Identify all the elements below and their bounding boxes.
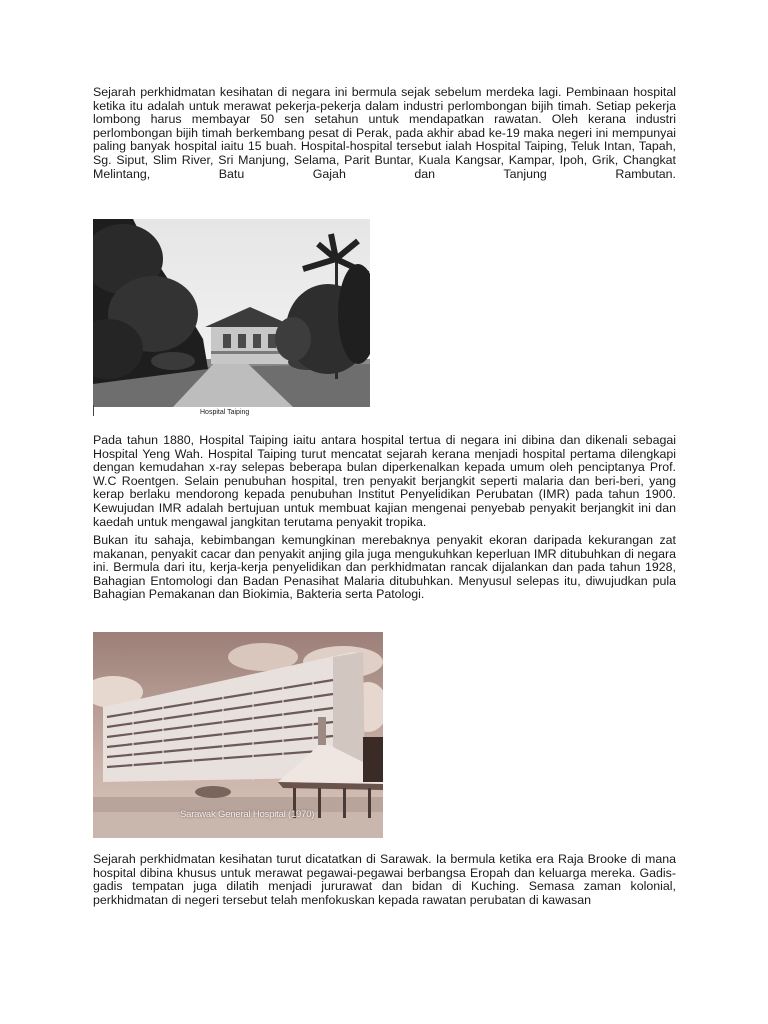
sarawak-paragraph: Sejarah perkhidmatan kesihatan turut dicatatkan di Sarawak. Ia bermula ketika era Raja Brooke di mana hospital dibina khusus untuk merawat pegawai-pegawai berbangsa Eropah dan keluarga mereka. Gadis-gadis tempatan juga dilatih menjadi jururawat dan bidan di Kuching. Semasa zaman kolonial, perkhidmatan di negeri tersebut telah menfokuskan kepada rawatan perubatan di kawasan xyxy=(93,852,676,907)
imr-paragraph: Bukan itu sahaja, kebimbangan kemungkinan merebaknya penyakit ekoran daripada kekurangan zat makanan, penyakit cacar dan penyakit anjing gila juga mengukuhkan keperluan IMR ditubuhkan di negara ini. Bermula dari itu, kerja-kerja penyelidikan dan perkhidmatan rancak dijalankan dan pada tahun 1928, Bahagian Entomologi dan Badan Penasihat Malaria ditubuhkan. Menyusul selepas itu, diwujudkan pula Bahagian Pemakanan dan Biokimia, Bakteria serta Patologi. xyxy=(93,533,676,602)
sarawak-general-hospital-caption: Sarawak General Hospital (1970) xyxy=(180,809,315,820)
taiping-paragraph: Pada tahun 1880, Hospital Taiping iaitu antara hospital tertua di negara ini dibina dan dikenali sebagai Hospital Yeng Wah. Hospital Taiping turut mencatat sejarah kerana menjadi hospital pertama dilengkapi dengan kemudahan x-ray selepas beberapa bulan diperkenalkan kepada umum oleh penciptanya Prof. W.C Roentgen. Selain penubuhan hospital, tren penyakit berjangkit seperti malaria dan beri-beri, yang kerap berlaku mendorong kepada penubuhan Institut Penyelidikan Perubatan (IMR) pada tahun 1900. Kewujudan IMR adalah bertujuan untuk membuat kajian mengenai penyebab penyakit berjangkit ini dan kaedah untuk mengawal jangkitan terutama penyakit tropika. xyxy=(93,433,676,529)
sarawak-general-hospital-photo xyxy=(93,632,383,838)
hospital-taiping-caption: Hospital Taiping xyxy=(200,409,250,416)
hospital-taiping-photo xyxy=(93,219,370,407)
photo-frame-tick xyxy=(93,405,94,416)
intro-paragraph: Sejarah perkhidmatan kesihatan di negara ini bermula sejak sebelum merdeka lagi. Pembinaan hospital ketika itu adalah untuk merawat pekerja-pekerja dalam industri perlombongan bijih timah. Setiap pekerja lombong harus membayar 50 sen setahun untuk mendapatkan rawatan. Oleh kerana industri perlombongan bijih timah berkembang pesat di Perak, pada akhir abad ke-19 maka negeri ini mempunyai paling banyak hospital iaitu 15 buah. Hospital-hospital tersebut ialah Hospital Taiping, Teluk Intan, Tapah, Sg. Siput, Slim River, Sri Manjung, Selama, Parit Buntar, Kuala Kangsar, Kampar, Ipoh, Grik, Changkat Melintang, Batu Gajah dan Tanjung Rambutan. xyxy=(93,85,676,181)
